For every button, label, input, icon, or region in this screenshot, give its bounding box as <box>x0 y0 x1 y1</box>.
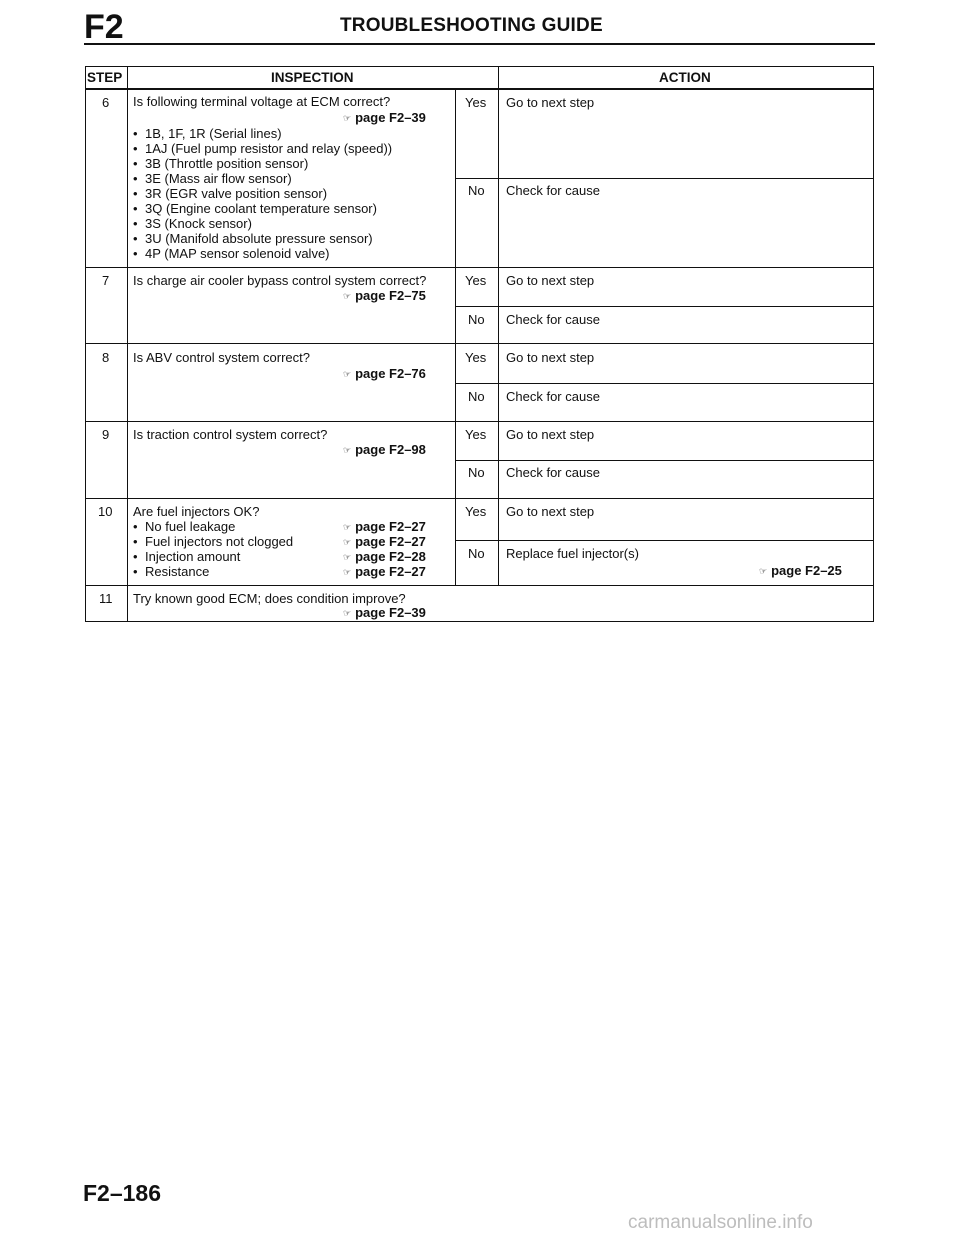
header-divider <box>85 88 874 90</box>
page-reference <box>343 519 426 535</box>
page-reference-text: page F2–39 <box>355 110 426 125</box>
page-reference-text: page F2–76 <box>355 366 426 381</box>
pointing-hand-icon: ☞ <box>343 522 352 532</box>
yes-action: Go to next step <box>506 350 595 365</box>
page-reference-text: page F2–28 <box>355 549 426 564</box>
page-reference <box>343 605 426 621</box>
list-item: • 1B, 1F, 1R (Serial lines) <box>145 126 282 141</box>
pointing-hand-icon: ☞ <box>343 567 352 577</box>
page-reference <box>343 288 426 304</box>
row-divider <box>85 421 874 422</box>
answer-divider <box>455 306 874 307</box>
table-border-right <box>873 66 874 622</box>
step-column-divider <box>127 66 128 622</box>
answer-yes: Yes <box>465 350 487 365</box>
no-action: Check for cause <box>506 389 600 404</box>
yes-action: Go to next step <box>506 427 595 442</box>
inspection-text: Is following terminal voltage at ECM correct? <box>133 94 391 109</box>
answer-divider <box>455 383 874 384</box>
page-reference <box>343 110 426 126</box>
pointing-hand-icon: ☞ <box>343 608 352 618</box>
page-reference-text: page F2–27 <box>355 519 426 534</box>
list-item: • Fuel injectors not clogged <box>145 534 293 549</box>
answer-no: No <box>468 465 485 480</box>
list-item: • 3S (Knock sensor) <box>145 216 252 231</box>
answer-no: No <box>468 389 485 404</box>
table-border-bottom <box>85 621 874 622</box>
answer-yes: Yes <box>465 95 487 110</box>
step-number: 8 <box>102 350 110 365</box>
list-item: • Injection amount <box>145 549 240 564</box>
pointing-hand-icon: ☞ <box>343 113 352 123</box>
yes-action: Go to next step <box>506 95 595 110</box>
pointing-hand-icon: ☞ <box>343 537 352 547</box>
list-item: • Resistance <box>145 564 209 579</box>
answer-divider <box>455 178 874 179</box>
list-item: • 3R (EGR valve position sensor) <box>145 186 327 201</box>
no-action: Replace fuel injector(s) <box>506 546 639 561</box>
page-reference <box>343 534 426 550</box>
answer-divider <box>455 540 874 541</box>
answer-divider <box>455 460 874 461</box>
page-reference-text: page F2–98 <box>355 442 426 457</box>
inspection-text: Is ABV control system correct? <box>133 350 311 365</box>
answer-column-divider <box>455 88 456 585</box>
section-code: F2 <box>84 8 124 46</box>
yes-action: Go to next step <box>506 504 595 519</box>
answer-yes: Yes <box>465 427 487 442</box>
page-reference-text: page F2–39 <box>355 605 426 620</box>
list-item: • 3Q (Engine coolant temperature sensor) <box>145 201 377 216</box>
answer-no: No <box>468 546 485 561</box>
header-step: STEP <box>87 70 123 85</box>
list-item: • No fuel leakage <box>145 519 235 534</box>
step-number: 6 <box>102 95 110 110</box>
step-number: 9 <box>102 427 110 442</box>
page-reference <box>343 564 426 580</box>
page-number: F2–186 <box>83 1180 162 1206</box>
page-title: TROUBLESHOOTING GUIDE <box>340 15 603 36</box>
page-reference-text: page F2–25 <box>771 563 842 578</box>
list-item: • 4P (MAP sensor solenoid valve) <box>145 246 330 261</box>
answer-yes: Yes <box>465 504 487 519</box>
row-divider <box>85 498 874 499</box>
step-number: 11 <box>99 591 113 606</box>
pointing-hand-icon: ☞ <box>759 566 768 576</box>
troubleshooting-table <box>85 66 874 622</box>
yes-action: Go to next step <box>506 273 595 288</box>
page-reference <box>759 563 842 579</box>
pointing-hand-icon: ☞ <box>343 552 352 562</box>
header-inspection: INSPECTION <box>271 70 354 85</box>
step-number: 10 <box>98 504 113 519</box>
pointing-hand-icon: ☞ <box>343 291 352 301</box>
list-item: • 3E (Mass air flow sensor) <box>145 171 292 186</box>
page-reference-text: page F2–75 <box>355 288 426 303</box>
page-reference <box>343 549 426 565</box>
inspection-text: Is traction control system correct? <box>133 427 328 442</box>
table-border-left <box>85 66 86 622</box>
answer-no: No <box>468 183 485 198</box>
page-reference-text: page F2–27 <box>355 534 426 549</box>
inspection-text: Is charge air cooler bypass control system correct? <box>133 273 427 288</box>
pointing-hand-icon: ☞ <box>343 445 352 455</box>
watermark: carmanualsonline.info <box>628 1212 813 1233</box>
page-reference-text: page F2–27 <box>355 564 426 579</box>
list-item: • 1AJ (Fuel pump resistor and relay (speed)) <box>145 141 392 156</box>
header-action: ACTION <box>659 70 711 85</box>
row-divider <box>85 343 874 344</box>
step-number: 7 <box>102 273 110 288</box>
inspection-text: Are fuel injectors OK? <box>133 504 260 519</box>
table-border-top <box>85 66 874 67</box>
pointing-hand-icon: ☞ <box>343 369 352 379</box>
answer-yes: Yes <box>465 273 487 288</box>
page-reference <box>343 442 426 458</box>
list-item: • 3B (Throttle position sensor) <box>145 156 308 171</box>
no-action: Check for cause <box>506 312 600 327</box>
list-item: • 3U (Manifold absolute pressure sensor) <box>145 231 373 246</box>
action-column-divider <box>498 66 499 585</box>
no-action: Check for cause <box>506 465 600 480</box>
page-reference <box>343 366 426 382</box>
inspection-text: Try known good ECM; does condition improve? <box>133 591 406 606</box>
answer-no: No <box>468 312 485 327</box>
row-divider <box>85 267 874 268</box>
header-rule <box>84 43 875 45</box>
no-action: Check for cause <box>506 183 600 198</box>
row-divider <box>85 585 874 586</box>
